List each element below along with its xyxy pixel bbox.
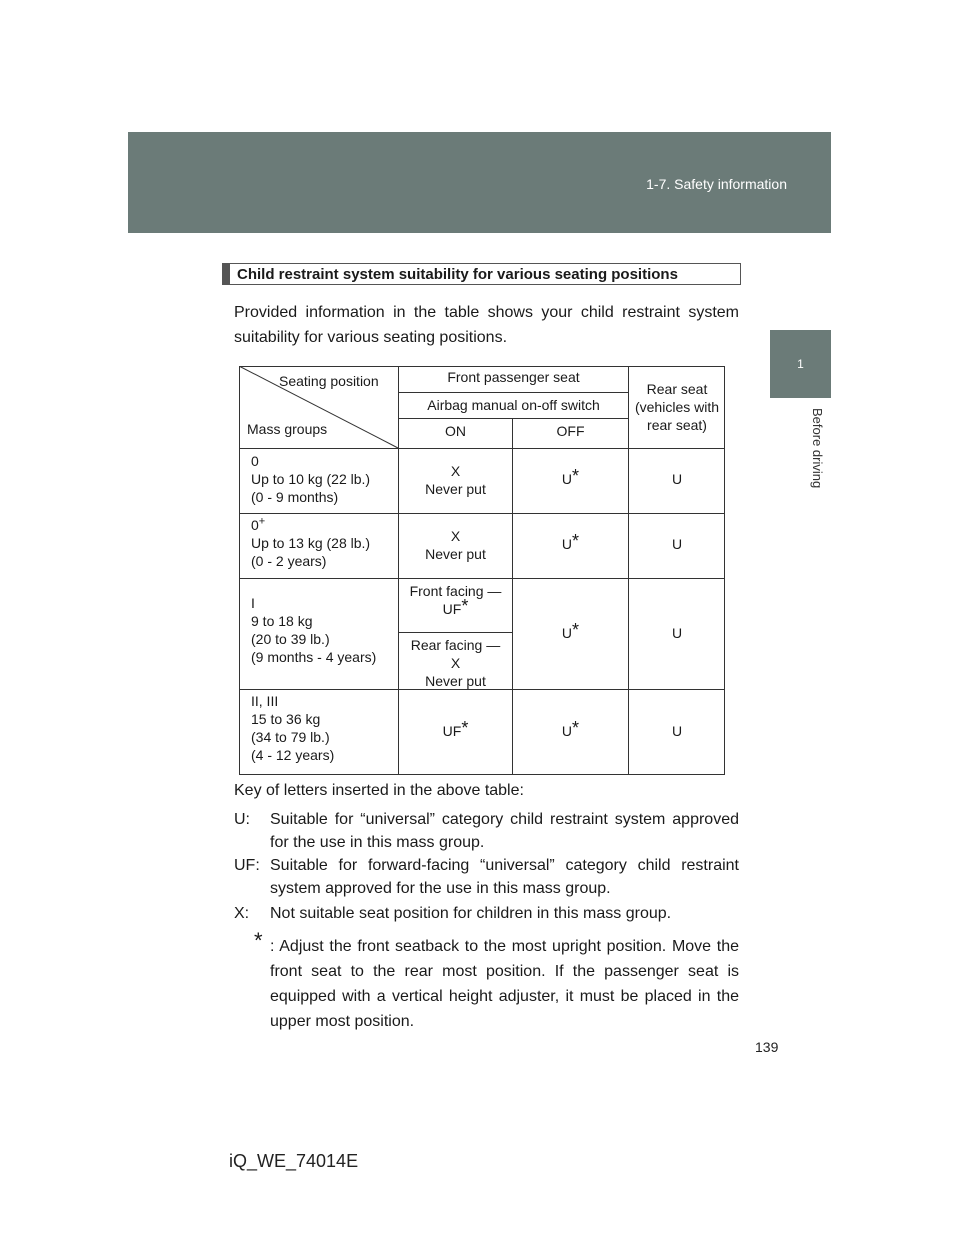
corner-seating-position: Seating position [279,373,379,389]
chapter-tab[interactable] [770,330,831,398]
note-star: * [254,928,263,953]
group-line: (4 - 12 years) [251,747,335,763]
front-facing-value [399,596,512,618]
row-0-on [399,462,512,498]
star-mark: * [461,596,469,616]
rear-seat-line1: Rear seat [646,381,708,397]
plus-mark: + [258,515,266,528]
chapter-title: 1-7. Safety information [646,176,787,192]
page-number: 139 [755,1039,779,1055]
key-letter: X: [234,905,250,922]
group-label [251,516,370,534]
off-value: U [561,723,573,739]
on-value: UF [442,723,462,739]
row-2-off [513,620,628,642]
key-description: Suitable for “universal” category child restraint system approved for the use in this mass group. [270,811,739,851]
rear-seat-line3: rear seat) [647,417,707,433]
group-line: Up to 13 kg (28 lb.) [251,535,371,551]
note-text: : Adjust the front seatback to the most upright position. Move the front seat to the rear most position. If the passenger seat is equipped with a vertical height adjuster, it must be placed in the upper most position. [270,938,739,1030]
group-line: (0 - 9 months) [251,489,339,505]
front-passenger-seat-header: Front passenger seat [447,369,580,385]
off-value: U [561,625,573,641]
row-3-group [251,692,334,764]
group-line: 9 to 18 kg [251,613,313,629]
star-mark: * [461,718,469,738]
row-3-on [399,718,512,740]
star-mark: * [572,718,580,738]
star-mark: * [572,620,580,640]
on-value: X [450,528,461,544]
rear-facing-note: Never put [425,673,486,689]
airbag-switch-header: Airbag manual on-off switch [427,397,600,413]
section-heading [222,263,741,285]
suitability-table [239,366,725,775]
key-description: Not suitable seat position for children in this mass group. [270,905,672,922]
group-line: (34 to 79 lb.) [251,729,330,745]
group-line: (20 to 39 lb.) [251,631,330,647]
rear-facing-value: X [450,655,461,671]
group-line: 15 to 36 kg [251,711,321,727]
key-item-u [234,808,739,854]
row-0-rear: U [671,471,683,487]
row-0-group [251,452,370,506]
heading-bar [223,264,230,284]
rear-seat-header [629,380,725,434]
off-value: U [561,536,573,552]
document-code: iQ_WE_74014E [229,1151,359,1171]
key-item-uf [234,854,739,900]
chapter-number: 1 [797,357,804,371]
uf-value: UF [442,601,462,617]
row-2-rear: U [671,625,683,641]
intro-paragraph: Provided information in the table shows your child restraint system suitability for various seating positions. [234,304,739,346]
rear-seat-line2: (vehicles with [634,399,720,415]
row-3-rear: U [671,723,683,739]
row-1-rear: U [671,536,683,552]
key-item-x [234,902,739,925]
on-value: X [450,463,461,479]
on-note: Never put [425,546,486,562]
row-1-on [399,527,512,563]
star-mark: * [572,531,580,551]
key-letter: U: [234,811,250,828]
row-2-rear-facing [399,636,512,690]
on-header: ON [445,423,466,439]
key-letter: UF: [234,857,260,874]
row-1-off [513,531,628,553]
group-number: 0 [251,517,259,533]
key-description: Suitable for forward-facing “universal” category child restraint system approved for the use in this mass group. [270,857,739,897]
corner-mass-groups: Mass groups [247,421,328,437]
off-header: OFF [556,423,585,439]
group-line: (0 - 2 years) [251,553,327,569]
on-note: Never put [425,481,486,497]
row-2-front-facing [399,582,512,618]
chapter-label: Before driving [810,408,825,489]
off-value: U [561,471,573,487]
star-mark: * [572,466,580,486]
group-label: 0 [251,453,259,469]
key-intro: Key of letters inserted in the above table: [234,782,524,799]
group-label: II, III [251,693,279,709]
group-line: (9 months - 4 years) [251,649,377,665]
header-band [128,132,831,233]
group-label: I [251,595,255,611]
row-3-off [513,718,628,740]
group-line: Up to 10 kg (22 lb.) [251,471,371,487]
front-facing-label: Front facing — [409,583,502,599]
row-2-group [251,594,376,666]
row-1-group [251,516,370,570]
row-0-off [513,466,628,488]
section-heading-text: Child restraint system suitability for various seating positions [237,265,678,283]
rear-facing-label: Rear facing — [410,637,501,653]
